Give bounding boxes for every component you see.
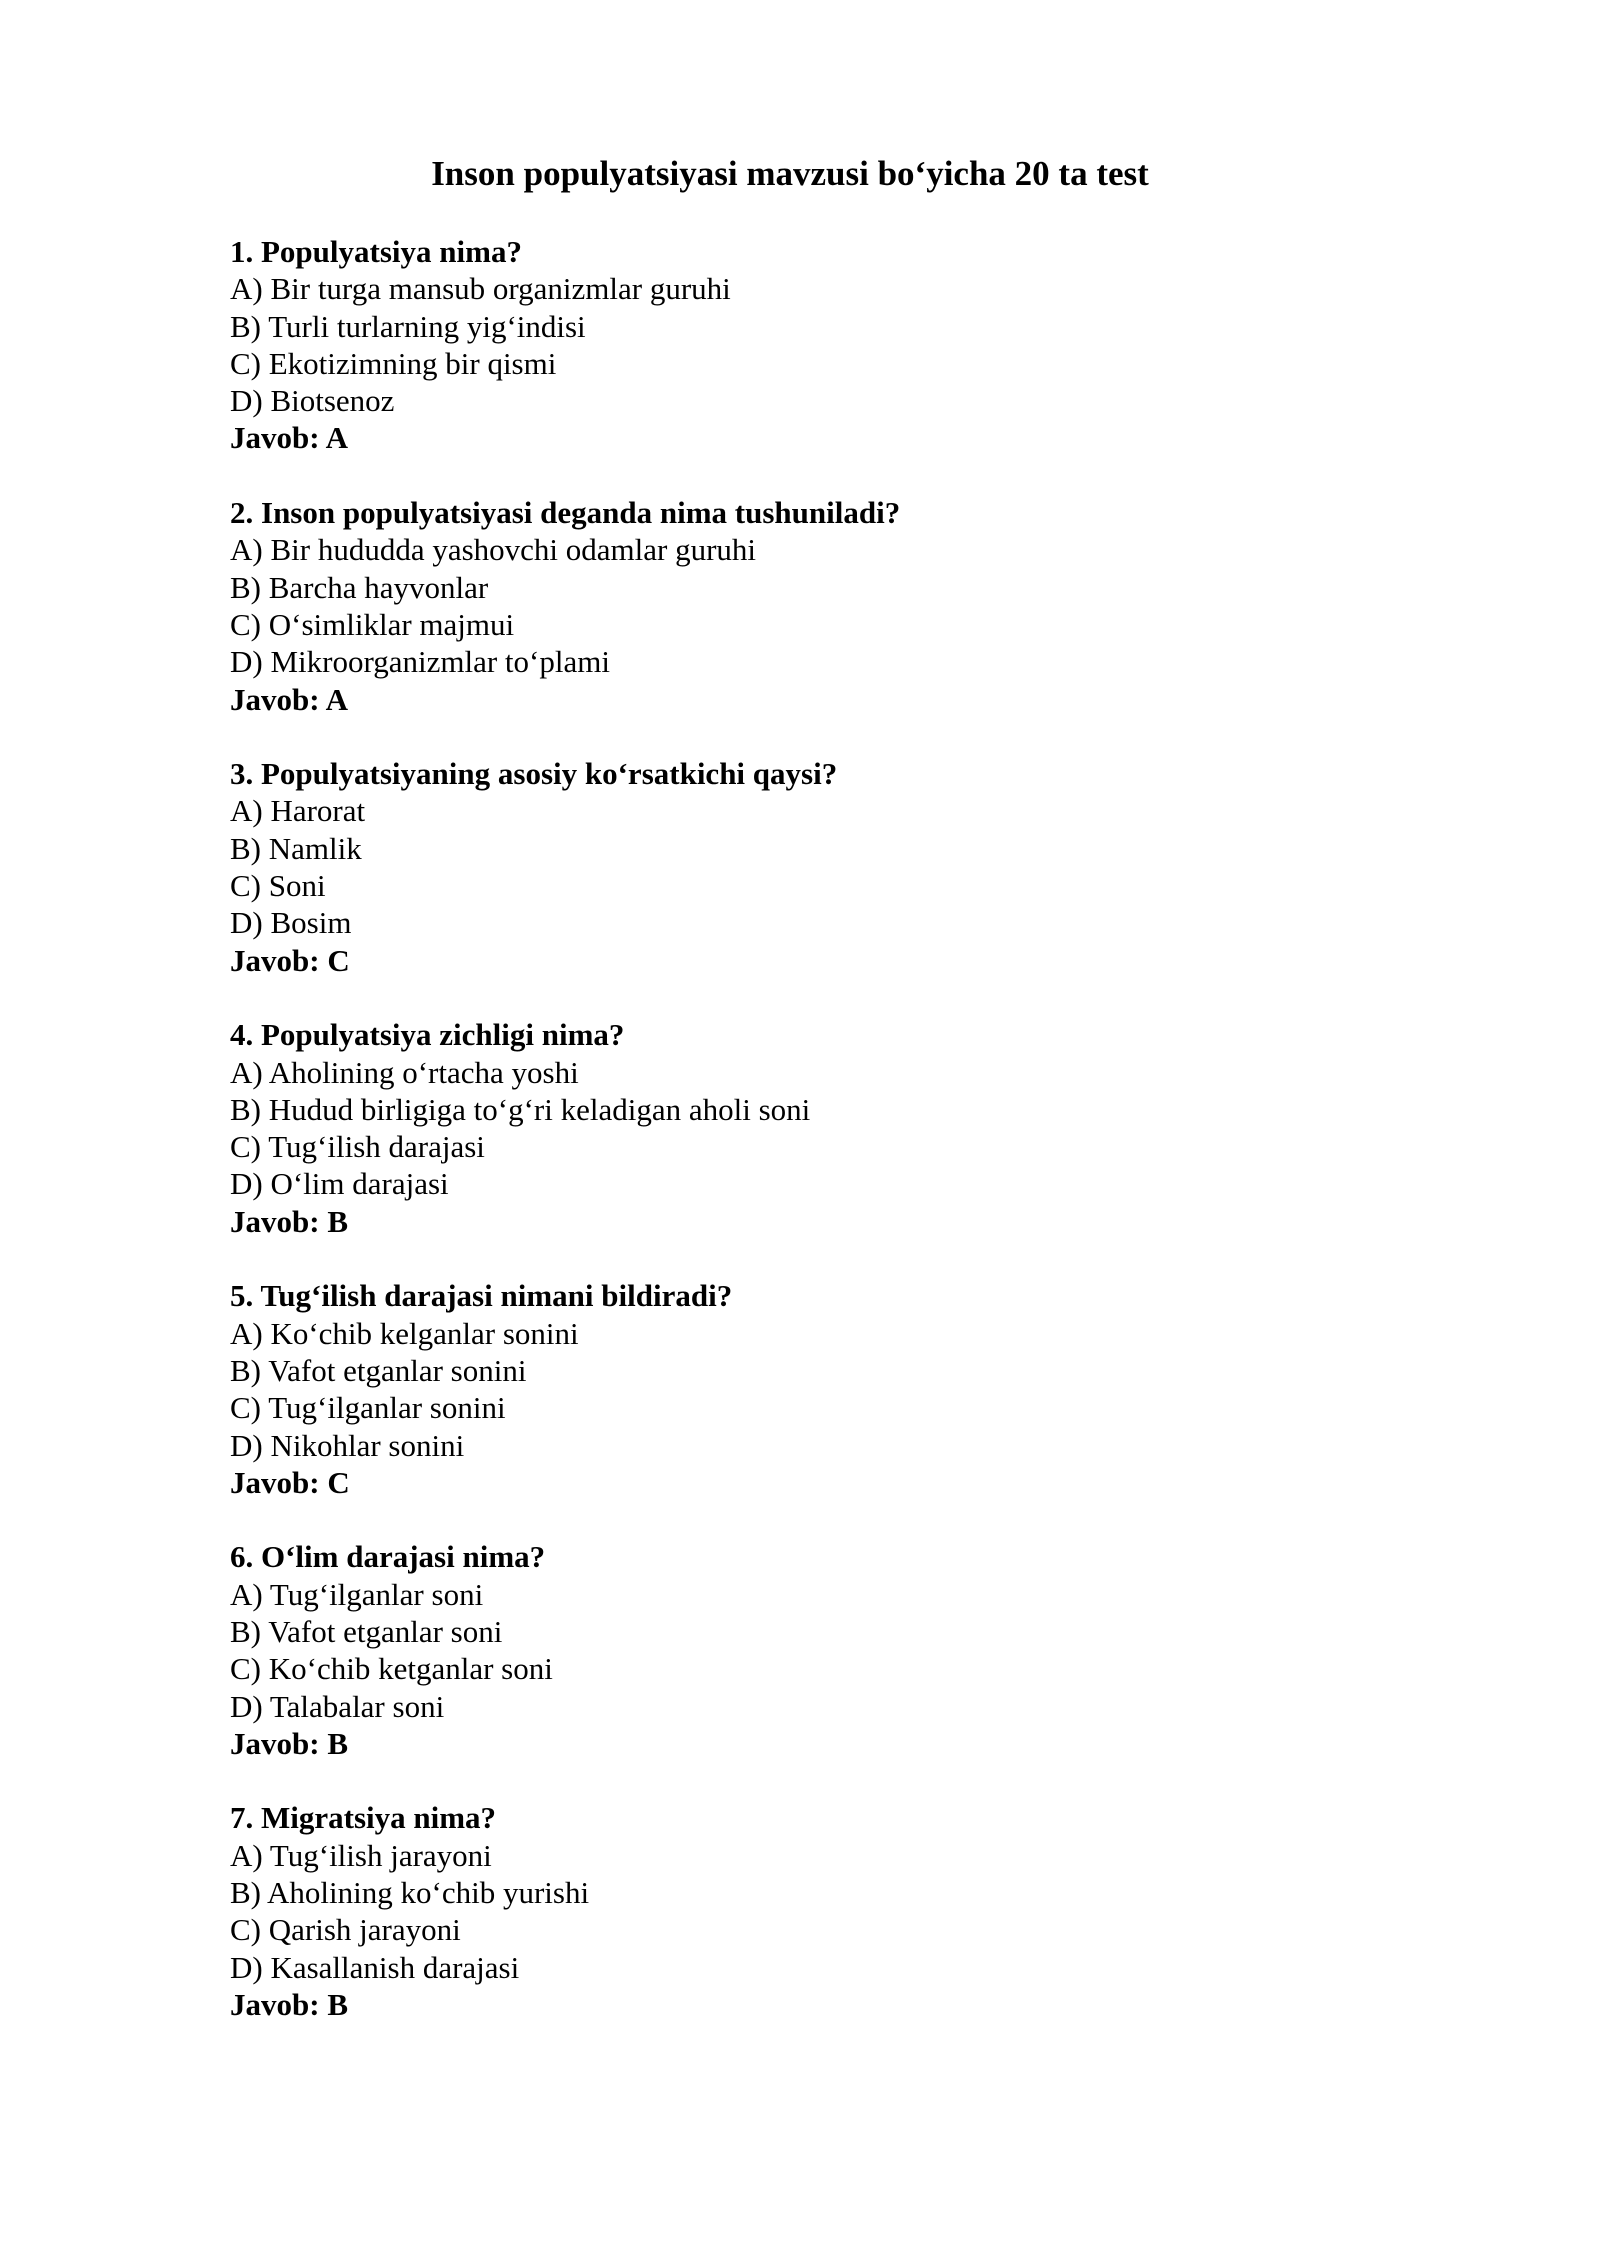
option-a: A) Tug‘ilish jarayoni	[230, 1837, 492, 1873]
answer-text: Javob: A	[230, 420, 348, 456]
answer-text: Javob: B	[230, 1986, 348, 2022]
answer-text: Javob: C	[230, 1464, 350, 1500]
option-b: B) Barcha hayvonlar	[230, 569, 489, 605]
question-block-6	[230, 1538, 1430, 1762]
answer-text: Javob: B	[230, 1725, 348, 1761]
question-block-2	[230, 494, 1430, 718]
option-b: B) Turli turlarning yig‘indisi	[230, 308, 586, 344]
option-d: D) Nikohlar sonini	[230, 1427, 465, 1463]
option-a: A) Tug‘ilganlar soni	[230, 1576, 484, 1612]
option-c: C) Tug‘ilish darajasi	[230, 1129, 485, 1165]
question-text: 4. Populyatsiya zichligi nima?	[230, 1017, 625, 1053]
option-a: A) Aholining o‘rtacha yoshi	[230, 1054, 579, 1090]
option-b: B) Namlik	[230, 830, 362, 866]
question-block-7	[230, 1799, 1430, 2023]
question-block-3	[230, 755, 1430, 979]
option-d: D) Biotsenoz	[230, 383, 395, 419]
question-block-5	[230, 1277, 1430, 1501]
answer-text: Javob: B	[230, 1203, 348, 1239]
option-c: C) Soni	[230, 868, 326, 904]
question-list	[230, 233, 1430, 2061]
option-d: D) Mikroorganizmlar to‘plami	[230, 644, 610, 680]
option-c: C) Ko‘chib ketganlar soni	[230, 1651, 553, 1687]
option-c: C) O‘simliklar majmui	[230, 606, 515, 642]
answer-text: Javob: A	[230, 681, 348, 717]
question-text: 6. O‘lim darajasi nima?	[230, 1539, 546, 1575]
option-b: B) Vafot etganlar sonini	[230, 1352, 527, 1388]
question-text: 2. Inson populyatsiyasi deganda nima tushuniladi?	[230, 495, 901, 531]
option-b: B) Aholining ko‘chib yurishi	[230, 1875, 590, 1911]
option-a: A) Ko‘chib kelganlar sonini	[230, 1315, 579, 1351]
question-text: 1. Populyatsiya nima?	[230, 234, 522, 269]
question-block-4	[230, 1016, 1430, 1240]
question-text: 5. Tug‘ilish darajasi nimani bildiradi?	[230, 1278, 733, 1314]
option-c: C) Qarish jarayoni	[230, 1912, 461, 1948]
option-d: D) O‘lim darajasi	[230, 1166, 449, 1202]
document-title: Inson populyatsiyasi mavzusi bo‘yicha 20 ta test	[431, 154, 1149, 193]
option-c: C) Ekotizimning bir qismi	[230, 345, 557, 381]
question-text: 3. Populyatsiyaning asosiy ko‘rsatkichi qaysi?	[230, 756, 838, 792]
answer-text: Javob: C	[230, 942, 350, 978]
option-b: B) Hudud birligiga to‘g‘ri keladigan aholi soni	[230, 1091, 811, 1127]
option-a: A) Harorat	[230, 793, 366, 829]
option-d: D) Bosim	[230, 905, 352, 941]
option-b: B) Vafot etganlar soni	[230, 1613, 503, 1649]
option-d: D) Talabalar soni	[230, 1688, 445, 1724]
question-block-1	[230, 233, 1430, 457]
option-c: C) Tug‘ilganlar sonini	[230, 1390, 506, 1426]
option-a: A) Bir turga mansub organizmlar guruhi	[230, 271, 731, 307]
question-text: 7. Migratsiya nima?	[230, 1800, 497, 1836]
option-a: A) Bir hududda yashovchi odamlar guruhi	[230, 532, 757, 568]
option-d: D) Kasallanish darajasi	[230, 1949, 520, 1985]
